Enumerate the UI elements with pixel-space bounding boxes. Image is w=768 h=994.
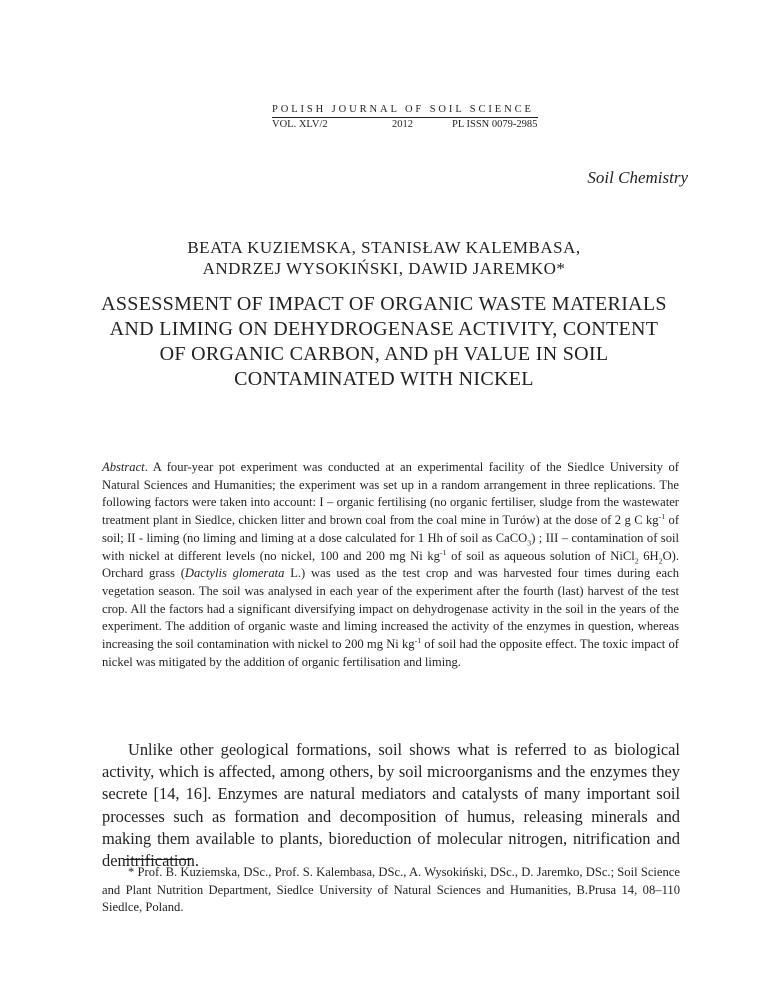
abstract-text: of soil; II - liming (no liming and liming at a dose calculated for 1 Hh of soil as CaCO	[102, 513, 680, 545]
author-list	[0, 237, 768, 279]
abstract-text: O). Orchard grass (	[102, 548, 679, 581]
journal-issn: PL ISSN 0079-2985	[452, 119, 538, 130]
abstract-superscript: -1	[658, 511, 666, 521]
journal-volume: VOL. XLV/2	[272, 119, 328, 130]
abstract-superscript: -1	[414, 635, 422, 645]
abstract-subscript: 3	[527, 538, 532, 548]
abstract-superscript: -1	[439, 547, 447, 557]
journal-year: 2012	[392, 119, 413, 130]
abstract-text: of soil had the opposite effect. The toxic impact of nickel was mitigated by the addition of organic fertilisation and liming.	[102, 637, 679, 669]
title-line: CONTAMINATED WITH NICKEL	[234, 368, 534, 390]
abstract-subscript: 2	[658, 556, 663, 566]
abstract-label: Abstract	[102, 460, 145, 474]
abstract-text: ) ; III – contamination of soil with nickel at different levels (no nickel, 100 and 200 mg Ni kg	[102, 530, 679, 563]
title-line: OF ORGANIC CARBON, AND pH VALUE IN SOIL	[159, 343, 609, 365]
abstract-subscript: 2	[634, 556, 639, 566]
species-name: Dactylis glomerata	[184, 566, 285, 581]
author-line: ANDRZEJ WYSOKIŃSKI, DAWID JAREMKO*	[202, 259, 566, 278]
author-line: BEATA KUZIEMSKA, STANISŁAW KALEMBASA,	[187, 238, 581, 257]
journal-header	[272, 103, 540, 131]
abstract-text: 6H	[638, 548, 659, 563]
abstract-text: of soil as aqueous solution of NiCl	[446, 548, 635, 563]
footnote-divider	[124, 859, 191, 860]
journal-name: POLISH JOURNAL OF SOIL SCIENCE	[272, 104, 534, 115]
abstract-text: L.) was used as the test crop and was harvested four times during each vegetation season. The soil was analysed in each year of the experiment after the fourth (last) harvest of the test crop. All the factors had a significant diversifying impact on dehydrogenase activity in the soil in the years of the experiment. The addition of organic waste and liming increased the activity of the enzymes in question, whereas increasing the soil contamination with nickel to 200 mg Ni kg	[102, 566, 679, 652]
body-paragraph: Unlike other geological formations, soil shows what is referred to as biological activity, which is affected, among others, by soil microorganisms and the enzymes they secrete [14, 16]. Enzymes are natural mediators and catalysts of many important soil processes such as formation and decomposition of humus, releasing minerals and making them available to plants, bioreduction of molecular nitrogen, nitrification and denitrification.	[102, 740, 680, 871]
footnote: * Prof. B. Kuziemska, DSc., Prof. S. Kalembasa, DSc., A. Wysokiński, DSc., D. Jaremko, DSc.; Soil Science and Plant Nutrition Department, Siedlce University of Natural Sciences and Humanities, B.Prusa 14, 08–110 Siedlce, Poland.	[102, 865, 680, 915]
abstract-text: . A four-year pot experiment was conducted at an experimental facility of the Siedlce University of Natural Sciences and Humanities; the experiment was set up in a random arrangement in three replications. The following factors were taken into account: I – organic fertilising (no organic fertiliser, sludge from the wastewater treatment plant in Siedlce, chicken litter and brown coal from the coal mine in Turów) at the dose of 2 g C kg	[102, 460, 679, 528]
title-line: AND LIMING ON DEHYDROGENASE ACTIVITY, CONTENT	[109, 318, 659, 340]
section-label: Soil Chemistry	[587, 168, 688, 187]
paper-title	[0, 292, 768, 392]
title-line: ASSESSMENT OF IMPACT OF ORGANIC WASTE MATERIALS	[101, 293, 667, 315]
journal-meta	[272, 118, 540, 131]
abstract	[102, 459, 679, 671]
